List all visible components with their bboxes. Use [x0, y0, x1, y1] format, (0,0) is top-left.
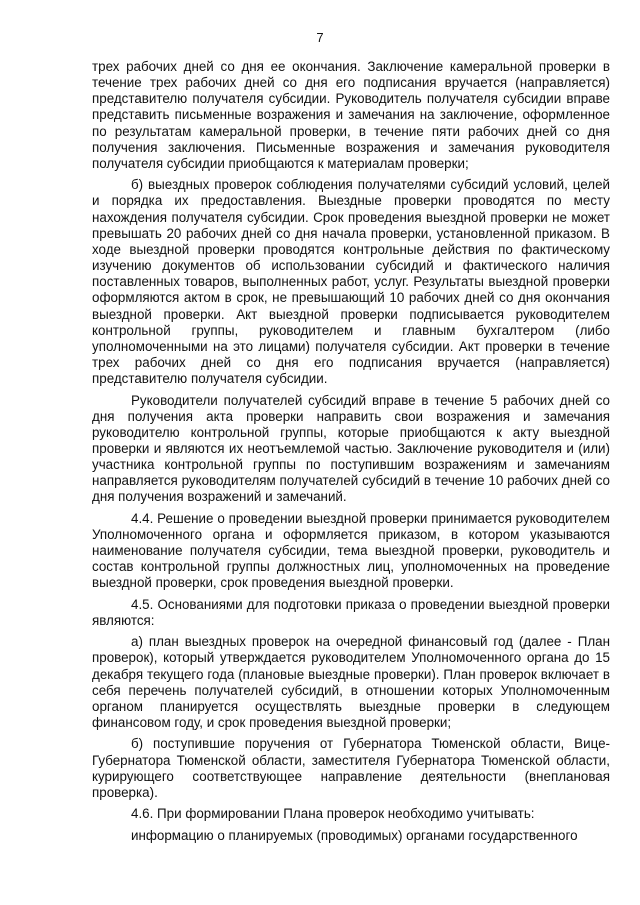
document-body: [92, 59, 610, 849]
page-number: 7: [316, 30, 324, 45]
paragraph-objections: Руководители получателей субсидий вправе в течение 5 рабочих дней со дня получения акта проверки направить свои возражения и замечания руководителю контрольной группы, которые приобщаются к акту выездной проверки и являются их неотъемлемой частью. Заключение руководителя и (или) участника контрольной группы по поступившим возражениям и замечаниям направляется руководителям получателей субсидий в течение 10 рабочих дней со дня получения возражений и замечаний.: [92, 392, 610, 505]
paragraph-4-6: 4.6. При формировании Плана проверок необходимо учитывать:: [131, 806, 535, 822]
paragraph-4-5-b: б) поступившие поручения от Губернатора Тюменской области, Вице-Губернатора Тюменской области, заместителя Губернатора Тюменской области, курирующего соответствующее направление деятельности (внеплановая проверка).: [92, 736, 610, 800]
paragraph-field-inspections: б) выездных проверок соблюдения получателями субсидий условий, целей и порядка их предоставления. Выездные проверки проводятся по месту нахождения получателя субсидии. Срок проведения выездной проверки не может превышать 20 рабочих дней со дня начала проверки, установленной приказом. В ходе выездной проверки проводятся контрольные действия по фактическому изучению документов об использовании субсидий и фактического наличия поставленных товаров, выполненных работ, услуг. Результаты выездной проверки оформляются актом в срок, не превышающий 10 рабочих дней со дня окончания выездной проверки. Акт выездной проверки подписывается руководителем контрольной группы, руководителем и главным бухгалтером (либо уполномоченными на это лицами) получателя субсидии. Акт проверки в течение трех рабочих дней со дня его подписания вручается (направляется) представителю получателя субсидии.: [92, 177, 610, 387]
paragraph-4-6-info: информацию о планируемых (проводимых) органами государственного: [131, 827, 578, 843]
paragraph-4-5-a: а) план выездных проверок на очередной финансовый год (далее - План проверок), который утверждается руководителем Уполномоченного органа до 15 декабря текущего года (плановые выездные проверки). План проверок включает в себя перечень получателей субсидий, в отношении которых Уполномоченным органом планируется осуществлять выездные проверки в следующем финансовом году, и срок проведения выездной проверки;: [92, 634, 610, 731]
paragraph-4-5: 4.5. Основаниями для подготовки приказа о проведении выездной проверки являются:: [92, 596, 610, 628]
paragraph-kameral-conclusion: трех рабочих дней со дня ее окончания. Заключение камеральной проверки в течение трех рабочих дней со дня его подписания вручается (направляется) представителю получателя субсидии. Руководитель получателя субсидии вправе представить письменные возражения и замечания на заключение, оформленное по результатам камеральной проверки, в течение пяти рабочих дней со дня получения заключения. Письменные возражения и замечания руководителя получателя субсидии приобщаются к материалам проверки;: [92, 59, 610, 171]
paragraph-4-4: 4.4. Решение о проведении выездной проверки принимается руководителем Уполномоченного органа и оформляется приказом, в котором указываются наименование получателя субсидии, тема выездной проверки, руководитель и состав контрольной группы должностных лиц, уполномоченных на проведение выездной проверки, срок проведения выездной проверки.: [92, 510, 610, 591]
